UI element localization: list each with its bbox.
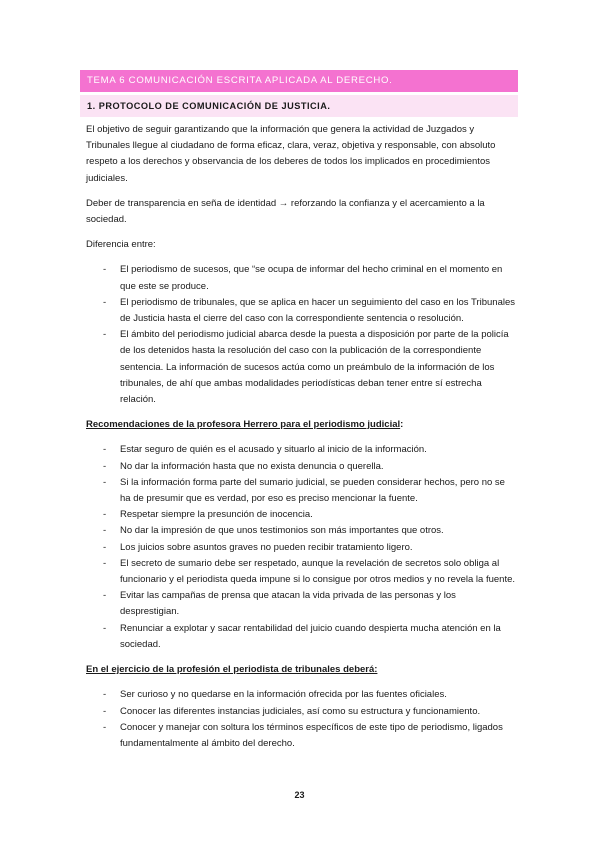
list-item: - Evitar las campañas de prensa que atacan la vida privada de las personas y los desprestigian.: [103, 590, 456, 618]
list-item: - Renunciar a explotar y sacar rentabilidad del juicio cuando despierta mucha atención en la sociedad.: [103, 622, 501, 650]
section-title: 1. PROTOCOLO DE COMUNICACIÓN DE JUSTICIA.: [87, 101, 331, 111]
list-item: - El ámbito del periodismo judicial abarca desde la puesta a disposición por parte de la policía de los detenidos hasta la resolución del caso con la publicación de la correspondiente sentencia. La información de sucesos actúa como un preámbulo de la información de los tribunales, de ahí que ambas modalidades periodísticas deban tener entre sí estrecha relación.: [103, 329, 509, 406]
chapter-title-band: [80, 70, 518, 92]
page-number: 23: [294, 790, 305, 800]
difference-label: Diferencia entre:: [86, 239, 156, 251]
list-item: - No dar la impresión de que unos testimonios son más importantes que otros.: [103, 525, 444, 537]
list-item: - Conocer y manejar con soltura los términos específicos de este tipo de periodismo, ligados fundamentalmente al ámbito del derecho.: [103, 721, 503, 749]
list-item: - Si la información forma parte del sumario judicial, se pueden considerar hechos, pero no se ha de presumir que es verdad, por eso es preciso mencionar la fuente.: [103, 476, 505, 505]
recommendations-heading: Recomendaciones de la profesora Herrero para el periodismo judicial:: [86, 419, 404, 431]
exercise-list: [86, 687, 516, 752]
document-body: [86, 122, 516, 761]
list-item: - Respetar siempre la presunción de inocencia.: [103, 509, 313, 521]
section-title-band: [80, 95, 518, 117]
recommendations-list: [86, 442, 516, 653]
list-item: - Ser curioso y no quedarse en la información ofrecida por las fuentes oficiales.: [103, 689, 447, 701]
intro-paragraph: El objetivo de seguir garantizando que la información que genera la actividad de Juzgados y Tribunales llegue al ciudadano de forma eficaz, clara, veraz, objetiva y responsable, con absoluto respeto a los derechos y observancia de los deberes de todos los implicados en procedimientos judiciales.: [86, 124, 496, 184]
transparency-paragraph: Deber de transparencia en seña de identidad → reforzando la confianza y el acercamiento a la sociedad.: [86, 197, 485, 226]
difference-list: [86, 262, 516, 408]
list-item: - No dar la información hasta que no exista denuncia o querella.: [103, 460, 384, 472]
list-item: - Los juicios sobre asuntos graves no pueden recibir tratamiento ligero.: [103, 541, 413, 553]
list-item: - Conocer las diferentes instancias judiciales, así como su estructura y funcionamiento.: [103, 705, 481, 717]
list-item: - El periodismo de sucesos, que “se ocupa de informar del hecho criminal en el momento en que este se produce.: [103, 264, 503, 292]
exercise-heading: En el ejercicio de la profesión el periodista de tribunales deberá:: [86, 664, 378, 676]
list-item: - El secreto de sumario debe ser respetado, aunque la revelación de secretos solo obliga al funcionario y el periodista queda impune si lo consigue por otros medios y no revela la fuente.: [103, 557, 516, 586]
list-item: - El periodismo de tribunales, que se aplica en hacer un seguimiento del caso en los Tribunales de Justicia hasta el cierre del caso con la correspondiente sentencia o resolución.: [103, 296, 516, 325]
chapter-title: TEMA 6 COMUNICACIÓN ESCRITA APLICADA AL DERECHO.: [87, 75, 393, 86]
list-item: - Estar seguro de quién es el acusado y situarlo al inicio de la información.: [103, 444, 427, 456]
